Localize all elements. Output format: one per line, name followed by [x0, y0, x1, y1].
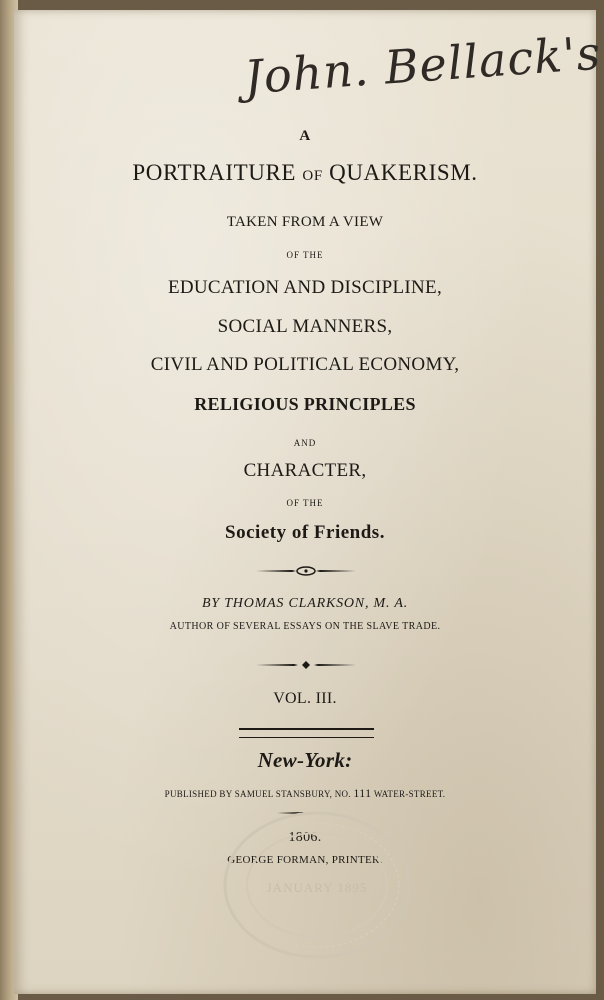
- ornament-divider: [254, 566, 358, 576]
- title-article: A: [299, 128, 311, 144]
- book-title: [14, 160, 596, 186]
- subtitle-character: CHARACTER,: [243, 460, 367, 481]
- imprint-city: New-York:: [257, 748, 353, 772]
- publisher-pre: PUBLISHED BY SAMUEL STANSBURY, NO.: [164, 789, 351, 799]
- double-rule: [239, 728, 374, 738]
- imprint-printer: GEORGE FORMAN, PRINTER.: [227, 854, 383, 866]
- title-end: QUAKERISM.: [329, 160, 478, 185]
- title-of: OF: [302, 168, 323, 184]
- author-note: AUTHOR OF SEVERAL ESSAYS ON THE SLAVE TRADE.: [169, 621, 441, 632]
- subtitle-education: EDUCATION AND DISCIPLINE,: [167, 277, 443, 298]
- subtitle-and: AND: [293, 438, 317, 448]
- subtitle-taken: TAKEN FROM A VIEW: [226, 214, 384, 230]
- owner-signature: John. Bellack's: [242, 25, 603, 105]
- subtitle-religious: RELIGIOUS PRINCIPLES: [194, 394, 416, 414]
- byline: BY THOMAS CLARKSON, M. A.: [201, 596, 409, 611]
- imprint-publisher: [14, 786, 596, 801]
- subtitle-society: Society of Friends.: [225, 522, 385, 543]
- imprint-year: 1806.: [288, 830, 322, 845]
- subtitle-social: SOCIAL MANNERS,: [217, 316, 393, 337]
- ornament-divider-2: [254, 660, 358, 670]
- title-page: [14, 10, 603, 994]
- publisher-number: 111: [353, 786, 372, 800]
- stamp-date: JANUARY 1895: [266, 880, 368, 895]
- title-main: PORTRAITURE: [132, 160, 297, 185]
- subtitle-civil: CIVIL AND POLITICAL ECONOMY,: [150, 354, 460, 375]
- volume-number: VOL. III.: [273, 690, 337, 707]
- subtitle-of-the-2: OF THE: [286, 498, 324, 508]
- publisher-post: WATER-STREET.: [373, 789, 446, 799]
- subtitle-of-the: OF THE: [286, 250, 324, 260]
- library-embossed-stamp: [222, 810, 412, 960]
